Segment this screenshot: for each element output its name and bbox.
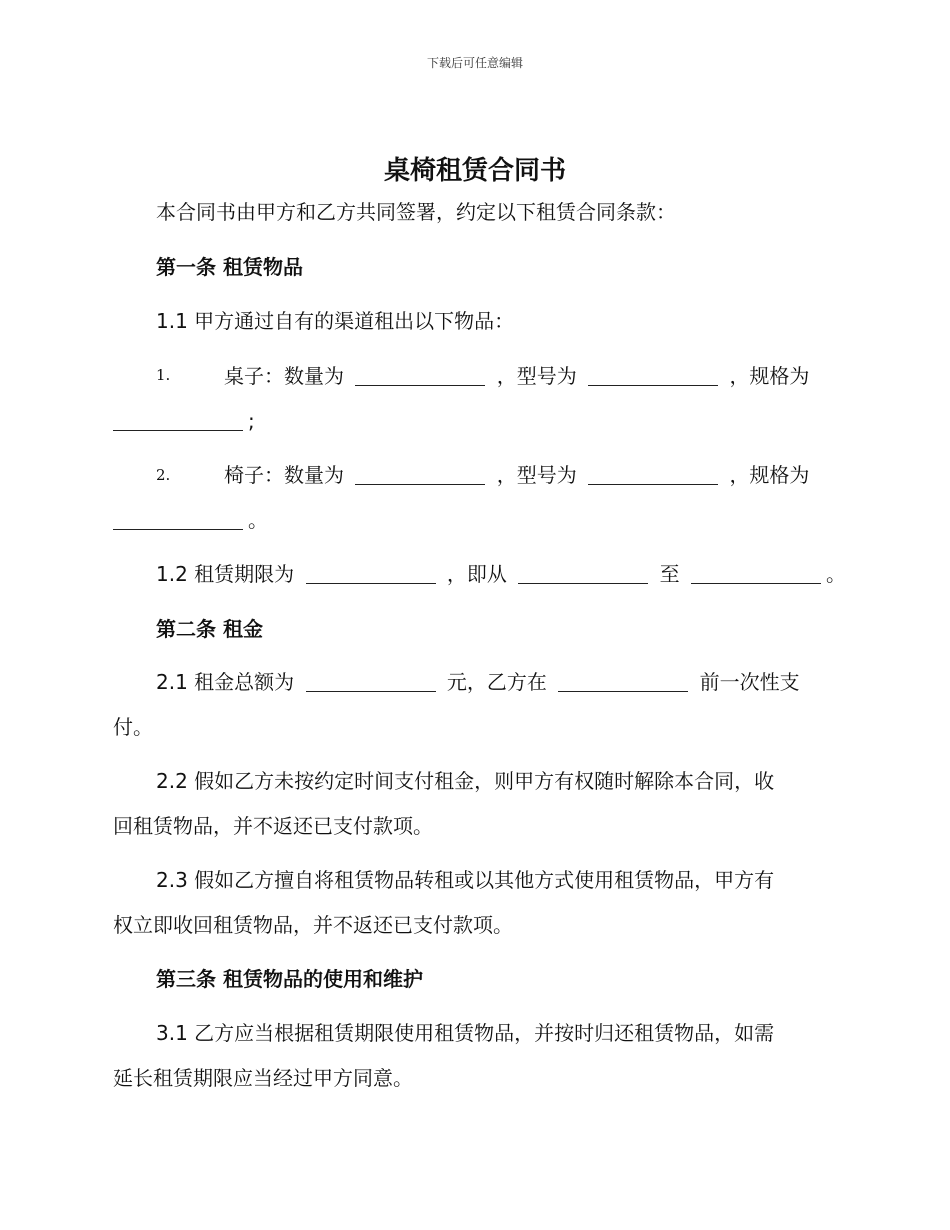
clause-3-1-line1: 3.1 乙方应当根据租赁期限使用租赁物品，并按时归还租赁物品，如需 xyxy=(156,1021,775,1045)
item-chair-quantity-label: 椅子：数量为 xyxy=(224,463,344,487)
item-chair-model-label: ，型号为 xyxy=(496,463,577,487)
lease-start-blank[interactable] xyxy=(518,582,648,584)
clause-2-2-line1: 2.2 假如乙方未按约定时间支付租金，则甲方有权随时解除本合同，收 xyxy=(156,769,775,793)
item-chair-line-2 xyxy=(113,506,268,534)
desk-model-blank[interactable] xyxy=(588,384,718,386)
item-desk-spec-label: ，规格为 xyxy=(729,364,810,388)
item-chair-end: 。 xyxy=(248,508,268,532)
clause-1-2-a: 1.2 租赁期限为 xyxy=(156,562,295,586)
desk-spec-blank[interactable] xyxy=(113,429,243,431)
clause-2-1-b: 元，乙方在 xyxy=(446,670,547,694)
clause-2-1-c: 前一次性支 xyxy=(699,670,800,694)
rent-total-blank[interactable] xyxy=(306,690,436,692)
clause-1-2 xyxy=(156,560,846,588)
item-marker: 2. xyxy=(156,466,171,484)
chair-quantity-blank[interactable] xyxy=(355,483,485,485)
article1-heading: 第一条 租赁物品 xyxy=(156,255,303,279)
lease-end-blank[interactable] xyxy=(691,582,821,584)
item-desk-quantity-label: 桌子：数量为 xyxy=(224,364,344,388)
item-desk-line xyxy=(224,362,809,390)
clause-2-3-line2: 权立即收回租赁物品，并不返还已支付款项。 xyxy=(113,913,513,937)
clause-2-2-line2: 回租赁物品，并不返还已支付款项。 xyxy=(113,814,433,838)
payment-date-blank[interactable] xyxy=(558,690,688,692)
article3-heading: 第三条 租赁物品的使用和维护 xyxy=(156,967,423,991)
clause-1-2-c: 至 xyxy=(659,562,680,586)
clause-1-2-d: 。 xyxy=(825,562,846,586)
lease-term-blank[interactable] xyxy=(306,582,436,584)
item-desk-end: ; xyxy=(248,409,255,433)
desk-quantity-blank[interactable] xyxy=(355,384,485,386)
clause-2-3-line1: 2.3 假如乙方擅自将租赁物品转租或以其他方式使用租赁物品，甲方有 xyxy=(156,868,775,892)
chair-model-blank[interactable] xyxy=(588,483,718,485)
item-chair-spec-label: ，规格为 xyxy=(729,463,810,487)
item-desk-model-label: ，型号为 xyxy=(496,364,577,388)
clause-2-1-cont: 付。 xyxy=(113,715,153,739)
clause-2-1-a: 2.1 租金总额为 xyxy=(156,670,295,694)
clause-1-2-b: ，即从 xyxy=(446,562,507,586)
clause-2-1 xyxy=(156,668,800,696)
header-note: 下载后可任意编辑 xyxy=(426,56,523,70)
item-chair-line xyxy=(224,461,809,489)
intro-paragraph: 本合同书由甲方和乙方共同签署，约定以下租赁合同条款： xyxy=(156,200,676,224)
chair-spec-blank[interactable] xyxy=(113,528,243,530)
clause-1-1: 1.1 甲方通过自有的渠道租出以下物品： xyxy=(156,309,515,333)
contract-title: 桌椅租赁合同书 xyxy=(383,156,566,186)
article2-heading: 第二条 租金 xyxy=(156,617,263,641)
clause-3-1-line2: 延长租赁期限应当经过甲方同意。 xyxy=(113,1066,413,1090)
item-desk-line-2 xyxy=(113,407,255,435)
item-marker: 1. xyxy=(156,366,171,384)
